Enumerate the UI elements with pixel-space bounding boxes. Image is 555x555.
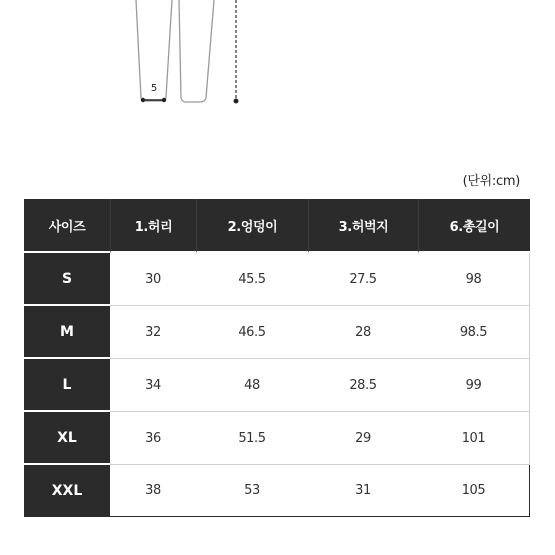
- hem-measure-label: 5: [150, 83, 158, 94]
- total-length-value: 98.5: [418, 306, 530, 359]
- header-size: 사이즈: [24, 199, 110, 253]
- pants-right-leg-outline: [179, 0, 214, 102]
- hip-value: 51.5: [196, 412, 308, 465]
- waist-value: 34: [110, 359, 196, 412]
- unit-note: (단위:cm): [462, 174, 520, 189]
- size-label: XL: [24, 412, 110, 465]
- size-label: L: [24, 359, 110, 412]
- hip-value: 45.5: [196, 253, 308, 306]
- hip-value: 46.5: [196, 306, 308, 359]
- table-row: [24, 359, 530, 412]
- length-measure-dot: [234, 99, 239, 104]
- header-waist: 1.허리: [110, 199, 196, 253]
- table-header-row: [24, 199, 530, 253]
- size-label: XXL: [24, 465, 110, 517]
- thigh-value: 28.5: [308, 359, 418, 412]
- hip-value: 53: [196, 465, 308, 517]
- header-total-length: 6.총길이: [418, 199, 530, 253]
- total-length-value: 105: [418, 465, 530, 517]
- size-chart-table: [24, 199, 530, 517]
- waist-value: 36: [110, 412, 196, 465]
- size-label: S: [24, 253, 110, 306]
- thigh-value: 28: [308, 306, 418, 359]
- thigh-value: 29: [308, 412, 418, 465]
- size-label: M: [24, 306, 110, 359]
- total-length-value: 98: [418, 253, 530, 306]
- waist-value: 30: [110, 253, 196, 306]
- header-hip: 2.엉덩이: [196, 199, 308, 253]
- header-thigh: 3.허벅지: [308, 199, 418, 253]
- table-row: [24, 412, 530, 465]
- table-row: [24, 465, 530, 517]
- hip-value: 48: [196, 359, 308, 412]
- table-row: [24, 253, 530, 306]
- table-row: [24, 306, 530, 359]
- hem-measure-dot-right: [162, 98, 166, 102]
- waist-value: 38: [110, 465, 196, 517]
- thigh-value: 31: [308, 465, 418, 517]
- hem-measure-dot-left: [141, 98, 145, 102]
- waist-value: 32: [110, 306, 196, 359]
- total-length-value: 99: [418, 359, 530, 412]
- pants-measurement-diagram: [0, 0, 555, 120]
- thigh-value: 27.5: [308, 253, 418, 306]
- total-length-value: 101: [418, 412, 530, 465]
